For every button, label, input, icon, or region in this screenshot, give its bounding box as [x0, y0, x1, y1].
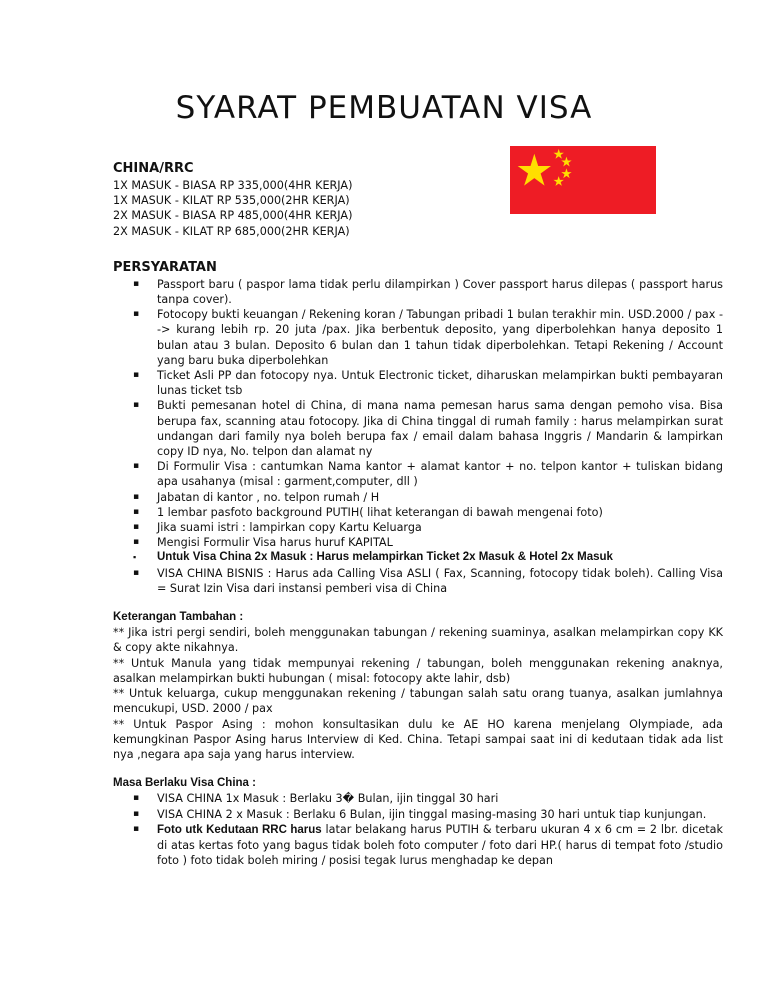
photo-requirement-text: latar belakang harus PUTIH & terbaru ukuran 4 x 6 cm = 2 lbr. dicetak di atas kertas foto yang bagus tidak boleh foto computer / foto dari HP.( harus di tempat foto /studio foto ) foto tidak boleh miring / posisi tegak lurus menghadap ke depan — [157, 822, 723, 868]
validity-item: ▪ VISA CHINA 1x Masuk : Berlaku 3� Bulan, ijin tinggal 30 hari — [113, 791, 723, 806]
requirement-item: ▪ 1 lembar pasfoto background PUTIH( lihat keterangan di bawah mengenai foto) — [113, 505, 723, 520]
note-paragraph: ** Untuk keluarga, cukup menggunakan rekening / tabungan salah satu orang tuanya, asalkan jumlahnya mencukupi, USD. 2000 / pax — [113, 687, 723, 716]
note-paragraph: ** Untuk Manula yang tidak mempunyai rekening / tabungan, boleh menggunakan rekening anaknya, asalkan melampirkan bukti hubungan ( misal: fotocopy akte lahir, dsb) — [113, 656, 723, 685]
masa-berlaku-heading: Masa Berlaku Visa China : — [113, 777, 256, 790]
price-list — [113, 178, 723, 239]
price-line: 1X MASUK - BIASA RP 335,000(4HR KERJA) — [113, 179, 353, 192]
requirement-item: ▪ Ticket Asli PP dan fotocopy nya. Untuk Electronic ticket, diharuskan melampirkan bukti pembayaran lunas ticket tsb — [113, 368, 723, 398]
keterangan-heading: Keterangan Tambahan : — [113, 611, 244, 624]
requirements-list — [113, 277, 723, 596]
validity-list — [113, 791, 723, 868]
requirement-item: ▪ Fotocopy bukti keuangan / Rekening koran / Tabungan pribadi 1 bulan terakhir min. USD.2000 / pax --> kurang lebih rp. 20 juta /pax. Jika berbentuk deposito, yang diperbolehkan hanya deposito 1 bulan atau 3 bulan. Deposito 6 bulan dan 1 tahun tidak diperbolehkan. Tetapi Rekening / Account yang baru buka diperbolehkan — [113, 307, 723, 368]
requirement-item: ▪ Jika suami istri : lampirkan copy Kartu Keluarga — [113, 520, 723, 535]
note-paragraph: ** Jika istri pergi sendiri, boleh menggunakan tabungan / rekening suaminya, asalkan melampirkan copy KK & copy akte nikahnya. — [113, 626, 723, 655]
requirement-item: ▪ Bukti pemesanan hotel di China, di mana nama pemesan harus sama dengan pemoho visa. Bisa berupa fax, scanning atau fotocopy. Jika di China tinggal di rumah family : harus melampirkan surat undangan dari family nya boleh berupa fax / email dalam bahasa Inggris / Mandarin & lampirkan copy ID nya, No. telpon dan alamat ny — [113, 398, 723, 459]
price-line: 2X MASUK - BIASA RP 485,000(4HR KERJA) — [113, 209, 353, 223]
requirement-item: ▪ Jabatan di kantor , no. telpon rumah / H — [113, 490, 723, 505]
requirement-item-bold: ▪ Untuk Visa China 2x Masuk : Harus melampirkan Ticket 2x Masuk & Hotel 2x Masuk — [113, 550, 723, 565]
price-line: 1X MASUK - KILAT RP 535,000(2HR KERJA) — [113, 194, 350, 208]
page-title: SYARAT PEMBUATAN VISA — [175, 90, 593, 126]
china-heading: CHINA/RRC — [113, 161, 194, 176]
requirement-item: ▪ Passport baru ( paspor lama tidak perlu dilampirkan ) Cover passport harus dilepas ( passport harus tanpa cover). — [113, 277, 723, 307]
note-paragraph: ** Untuk Paspor Asing : mohon konsultasikan dulu ke AE HO karena menjelang Olympiade, ada kemungkinan Paspor Asing harus Interview di Ked. China. Tetapi sampai saat ini di kedutaan tidak ada list nya ,negara apa saja yang harus interview. — [113, 717, 723, 761]
requirement-item: ▪ Mengisi Formulir Visa harus huruf KAPITAL — [113, 535, 723, 550]
photo-requirement-item — [113, 822, 723, 869]
requirement-item: ▪ VISA CHINA BISNIS : Harus ada Calling Visa ASLI ( Fax, Scanning, fotocopy tidak boleh). Calling Visa = Surat Izin Visa dari instansi pemberi visa di China — [113, 566, 723, 596]
document-body — [113, 160, 723, 868]
requirement-item: ▪ Di Formulir Visa : cantumkan Nama kantor + alamat kantor + no. telpon kantor + tuliskan bidang apa usahanya (misal : garment,computer, dll ) — [113, 459, 723, 489]
price-line: 2X MASUK - KILAT RP 685,000(2HR KERJA) — [113, 224, 350, 238]
validity-item: ▪ VISA CHINA 2 x Masuk : Berlaku 6 Bulan, ijin tinggal masing-masing 30 hari untuk tiap kunjungan. — [113, 807, 723, 822]
photo-requirement-label: Foto utk Kedutaan RRC harus — [157, 823, 322, 836]
persyaratan-heading: PERSYARATAN — [113, 259, 217, 275]
additional-notes — [113, 625, 723, 762]
